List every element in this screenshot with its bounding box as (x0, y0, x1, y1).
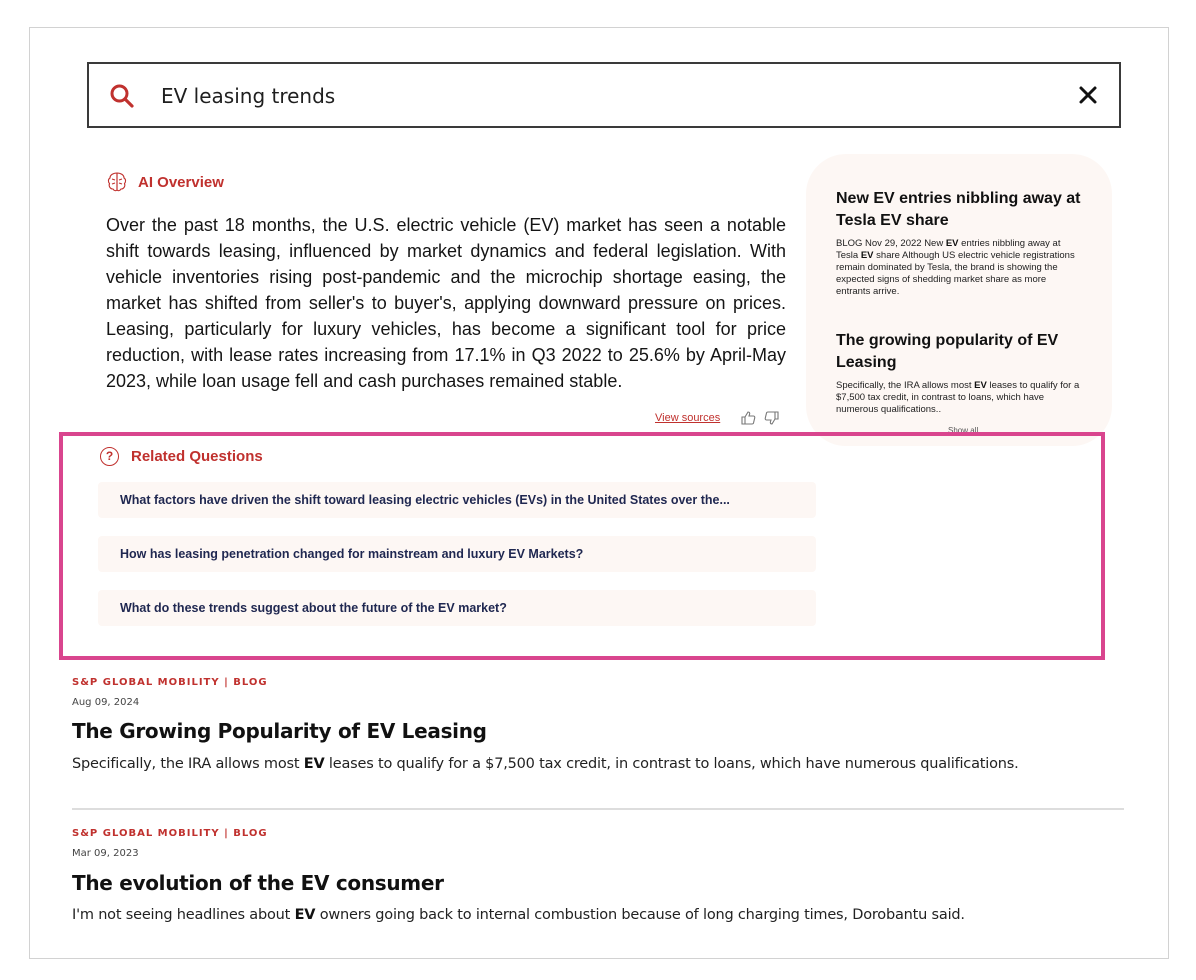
result-source: S&P GLOBAL MOBILITY | BLOG (72, 828, 268, 839)
question-circle-icon: ? (100, 447, 119, 466)
view-sources-link[interactable]: View sources (655, 412, 721, 424)
source-card-snippet: BLOG Nov 29, 2022 New EV entries nibbling away at Tesla EV share Although US electric vehicle registrations remain dominated by Tesla, the brand is showing the expected signs of shedding market share as more entrants arrive. (836, 238, 1075, 297)
search-bar[interactable] (87, 62, 1121, 128)
ai-overview-header (106, 171, 224, 193)
result-date: Aug 09, 2024 (72, 697, 140, 708)
ai-overview-text: Over the past 18 months, the U.S. electric vehicle (EV) market has seen a notable shift towards leasing, influenced by market dynamics and federal legislation. With vehicle inventories rising post-pandemic and the microchip shortage easing, the market has shifted from seller's to buyer's, applying downward pressure on prices. Leasing, particularly for luxury vehicles, has become a significant tool for price reduction, with lease rates increasing from 17.1% in Q3 2022 to 25.6% by April-May 2023, while loan usage fell and cash purchases remained stable. (106, 215, 786, 391)
brain-icon (106, 171, 128, 193)
source-card-title[interactable]: New EV entries nibbling away at Tesla EV share (836, 190, 1081, 229)
result-date: Mar 09, 2023 (72, 848, 139, 859)
related-question-item[interactable]: How has leasing penetration changed for mainstream and luxury EV Markets? (98, 536, 816, 572)
sources-card (806, 154, 1112, 446)
result-divider (72, 808, 1124, 810)
search-icon[interactable] (109, 83, 135, 109)
ai-overview-title: AI Overview (138, 173, 224, 191)
result-snippet: Specifically, the IRA allows most EV leases to qualify for a $7,500 tax credit, in contrast to loans, which have numerous qualifications. (72, 756, 1019, 772)
related-question-item[interactable]: What factors have driven the shift toward leasing electric vehicles (EVs) in the United States over the... (98, 482, 816, 518)
result-snippet: I'm not seeing headlines about EV owners going back to internal combustion because of long charging times, Dorobantu said. (72, 907, 965, 923)
show-all-link[interactable]: Show all (948, 426, 979, 435)
related-questions-title: Related Questions (131, 447, 263, 465)
source-card-snippet: Specifically, the IRA allows most EV leases to qualify for a $7,500 tax credit, in contrast to loans, which have numerous qualifications.. (836, 380, 1080, 415)
result-title[interactable]: The Growing Popularity of EV Leasing (72, 719, 487, 743)
related-questions-header (100, 446, 263, 466)
thumbs-up-icon[interactable] (740, 410, 756, 426)
related-question-item[interactable]: What do these trends suggest about the future of the EV market? (98, 590, 816, 626)
thumbs-down-icon[interactable] (764, 410, 780, 426)
result-source: S&P GLOBAL MOBILITY | BLOG (72, 677, 268, 688)
close-icon[interactable] (1077, 84, 1099, 106)
result-title[interactable]: The evolution of the EV consumer (72, 871, 444, 895)
source-card-title[interactable]: The growing popularity of EV Leasing (836, 332, 1059, 371)
search-input[interactable] (161, 78, 1041, 114)
